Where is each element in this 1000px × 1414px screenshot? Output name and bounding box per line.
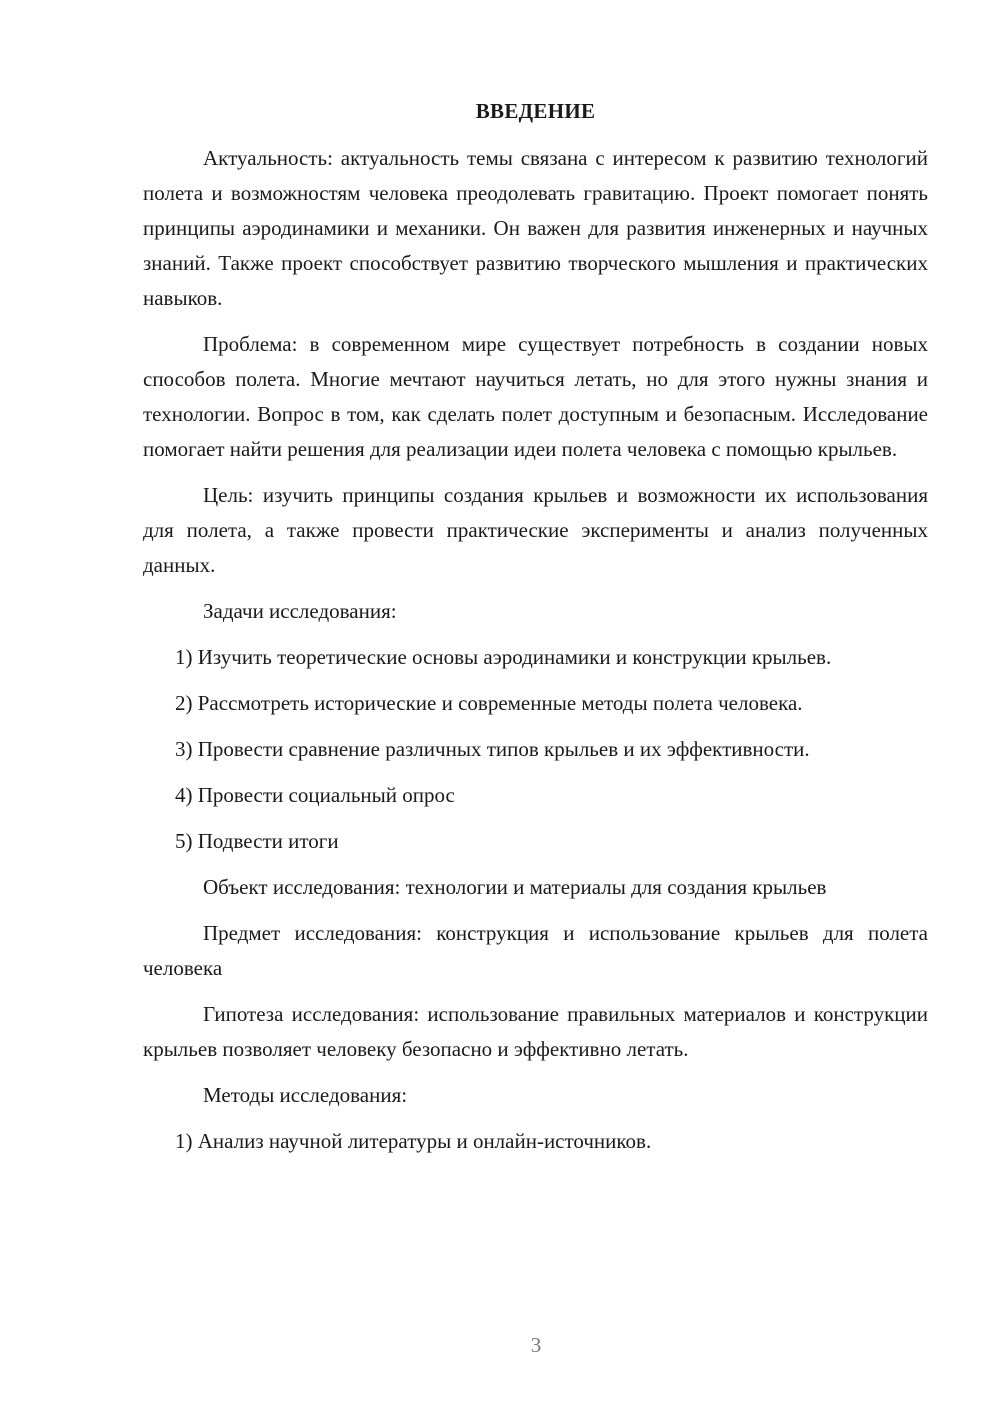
paragraph-subject: Предмет исследования: конструкция и использование крыльев для полета человека [143, 921, 928, 980]
task-item-5: 5) Подвести итоги [175, 829, 339, 853]
method-item-1: 1) Анализ научной литературы и онлайн-источников. [175, 1129, 652, 1153]
paragraph-object: Объект исследования: технологии и материалы для создания крыльев [203, 875, 827, 899]
task-item-1: 1) Изучить теоретические основы аэродинамики и конструкции крыльев. [175, 645, 832, 669]
task-item-3: 3) Провести сравнение различных типов крыльев и их эффективности. [175, 737, 810, 761]
task-item-4: 4) Провести социальный опрос [175, 783, 455, 807]
methods-heading: Методы исследования: [203, 1083, 408, 1107]
document-page [143, 94, 928, 1170]
section-heading: ВВЕДЕНИЕ [475, 99, 596, 123]
task-item-2: 2) Рассмотреть исторические и современные методы полета человека. [175, 691, 803, 715]
paragraph-hypothesis: Гипотеза исследования: использование правильных материалов и конструкции крыльев позволяет человеку безопасно и эффективно летать. [143, 1002, 928, 1061]
paragraph-goal: Цель: изучить принципы создания крыльев и возможности их использования для полета, а также провести практические эксперименты и анализ полученных данных. [143, 483, 928, 577]
paragraph-problem: Проблема: в современном мире существует потребность в создании новых способов полета. Многие мечтают научиться летать, но для этого нужны знания и технологии. Вопрос в том, как сделать полет доступным и безопасным. Исследование помогает найти решения для реализации идеи полета человека с помощью крыльев. [143, 332, 928, 461]
page-number: 3 [530, 1333, 542, 1357]
paragraph-relevance: Актуальность: актуальность темы связана с интересом к развитию технологий полета и возможностям человека преодолевать гравитацию. Проект помогает понять принципы аэродинамики и механики. Он важен для развития инженерных и научных знаний. Также проект способствует развитию творческого мышления и практических навыков. [143, 146, 928, 310]
tasks-heading: Задачи исследования: [203, 599, 397, 623]
